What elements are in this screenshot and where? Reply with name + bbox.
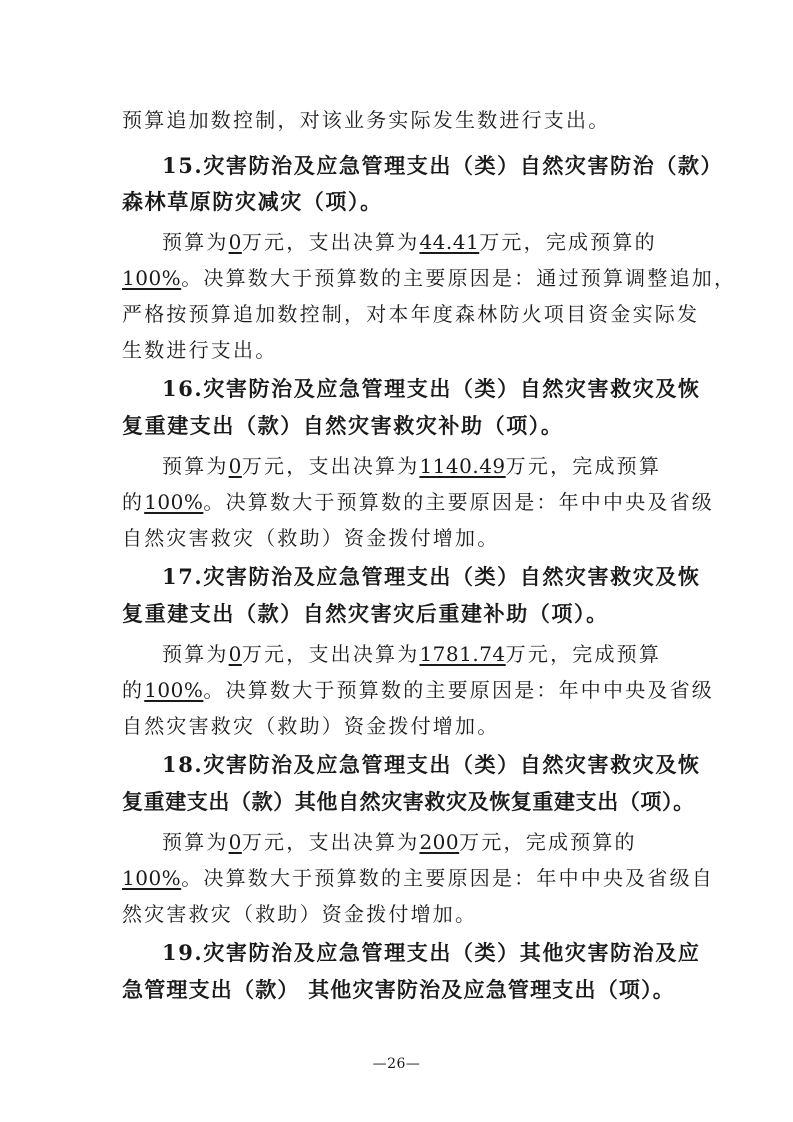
text-run: 万元，完成预算 (505, 642, 662, 666)
actual-value: 44.41 (419, 230, 480, 254)
text-run: 的 (122, 490, 145, 514)
carryover-line: 预算追加数控制，对该业务实际发生数进行支出。 (122, 108, 611, 132)
text-run: 万元，完成预算的 (459, 830, 637, 854)
section-15-heading-1: 15.灾害防治及应急管理支出（类）自然灾害防治（款） (162, 153, 724, 178)
section-17-heading-2: 复重建支出（款）自然灾害灾后重建补助（项）。 (122, 601, 609, 626)
actual-value: 1781.74 (419, 642, 506, 666)
actual-value: 1140.49 (419, 454, 506, 478)
section-15-heading-2: 森林草原防灾减灾（项）。 (122, 189, 383, 214)
budget-value: 0 (228, 830, 242, 854)
percent-value: 100% (144, 678, 204, 702)
text-run: 万元，完成预算的 (479, 230, 657, 254)
section-17-para-line-1 (162, 638, 661, 667)
budget-value: 0 (228, 454, 242, 478)
actual-value: 200 (419, 830, 460, 854)
section-17-heading-1: 17.灾害防治及应急管理支出（类）自然灾害救灾及恢 (162, 564, 701, 589)
percent-value: 100% (122, 866, 182, 890)
section-15-para-line-3: 严格按预算追加数控制，对本年度森林防火项目资金实际发 (122, 302, 700, 326)
text-run: 万元，支出决算为 (241, 454, 420, 478)
text-run: 万元，支出决算为 (241, 230, 420, 254)
text-run: 的 (122, 678, 145, 702)
text-run: 预算为 (162, 454, 229, 478)
section-18-para-line-1 (162, 826, 637, 855)
section-15-para-line-2 (122, 262, 736, 291)
section-16-heading-2: 复重建支出（款）自然灾害救灾补助（项）。 (122, 413, 564, 438)
section-18-heading-1: 18.灾害防治及应急管理支出（类）自然灾害救灾及恢 (162, 752, 701, 777)
text-run: 万元，支出决算为 (241, 830, 420, 854)
section-15-para-line-4: 生数进行支出。 (122, 338, 278, 362)
section-17-para-line-2 (122, 674, 714, 703)
budget-value: 0 (228, 642, 242, 666)
text-run: 。决算数大于预算数的主要原因是：年中中央及省级 (203, 490, 714, 514)
percent-value: 100% (144, 490, 204, 514)
section-16-para-line-3: 自然灾害救灾（救助）资金拨付增加。 (122, 526, 500, 550)
budget-value: 0 (228, 230, 242, 254)
section-19-heading-1: 19.灾害防治及应急管理支出（类）其他灾害防治及应 (162, 940, 701, 965)
text-run: 。决算数大于预算数的主要原因是：年中中央及省级自 (181, 866, 714, 890)
text-run: 预算为 (162, 230, 229, 254)
section-18-heading-2: 复重建支出（款）其他自然灾害救灾及恢复重建支出（项）。 (122, 789, 695, 814)
section-19-heading-2: 急管理支出（款） 其他灾害防治及应急管理支出（项）。 (122, 977, 676, 1002)
text-run: 。决算数大于预算数的主要原因是：通过预算调整追加， (181, 266, 737, 290)
text-run: 万元，支出决算为 (241, 642, 420, 666)
section-18-para-line-3: 然灾害救灾（救助）资金拨付增加。 (122, 902, 478, 926)
section-17-para-line-3: 自然灾害救灾（救助）资金拨付增加。 (122, 714, 500, 738)
section-18-para-line-2 (122, 862, 714, 891)
text-run: 。决算数大于预算数的主要原因是：年中中央及省级 (203, 678, 714, 702)
text-run: 预算为 (162, 642, 229, 666)
page-number: —26— (372, 1056, 421, 1072)
percent-value: 100% (122, 266, 182, 290)
text-run: 万元，完成预算 (505, 454, 662, 478)
section-16-heading-1: 16.灾害防治及应急管理支出（类）自然灾害救灾及恢 (162, 376, 701, 401)
section-15-para-line-1 (162, 226, 657, 255)
text-run: 预算为 (162, 830, 229, 854)
section-16-para-line-1 (162, 450, 661, 479)
section-16-para-line-2 (122, 486, 714, 515)
